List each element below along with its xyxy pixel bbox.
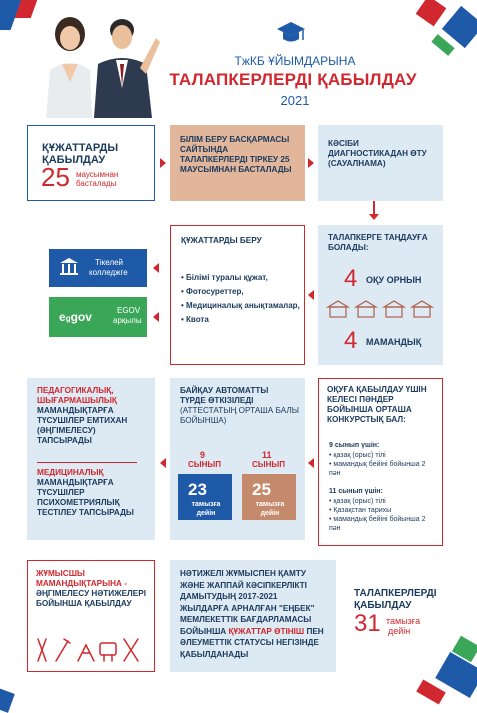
score-g11-head: 11 сынып үшін: — [329, 488, 383, 495]
score-g11-list — [329, 497, 437, 533]
egov-logo: eggov — [59, 310, 92, 324]
docs-accept-month-2: басталады — [76, 179, 117, 188]
med-text — [37, 468, 149, 518]
channel-egov — [49, 297, 147, 337]
people-illustration — [32, 8, 160, 118]
docs-accept-day: 25 — [41, 162, 70, 192]
decor-bottom-left — [0, 687, 15, 713]
submit-docs-item: • Фотосуреттер, — [181, 287, 244, 296]
grade9-until: тамызға дейін — [191, 501, 221, 517]
submit-docs-list — [181, 272, 301, 325]
decor-top-right — [416, 0, 447, 26]
final-line1: ТАЛАПКЕРЛЕРДІ — [354, 588, 437, 599]
final-line2: ҚАБЫЛДАУ — [354, 600, 412, 611]
enbek-text-blue: НӘТИЖЕЛІ ЖҰМЫСПЕН ҚАМТУ ЖӘНЕ ЖАППАЙ КӘСІПКЕРЛІКТІ ДАМЫТУДЫҢ 2017-2021 ЖЫЛДАРҒА АРНАЛҒАН "ЕҢБЕК" МЕМЛЕКЕТТІК БАҒДАРЛАМАСЫ БОЙЫНША — [180, 569, 315, 636]
choice-box — [318, 225, 443, 365]
registration-box — [170, 125, 305, 201]
score-item: • қазақ (орыс) тілі — [329, 452, 386, 459]
score-box — [318, 378, 443, 546]
exam-text-red: ПЕДАГОГИКАЛЫҚ, ШЫҒАРМАШЫЛЫҚ — [37, 386, 117, 405]
exam-box — [27, 378, 155, 540]
score-item: • Қазақстан тарихы — [329, 507, 392, 514]
grade11-num: 11 — [262, 450, 272, 460]
exam-text-rest: МАМАНДЫҚТАРҒА ТҮСУШІЛЕР ЕМТИХАН (ӘҢГІМЕЛЕСУ) ТАПСЫРАДЫ — [37, 406, 128, 445]
choice-spec-label: МАМАНДЫҚ — [366, 337, 422, 347]
graduation-cap-icon — [276, 20, 306, 46]
enbek-text — [180, 568, 328, 660]
score-item: • мамандық бейіні бойынша 2 пән — [329, 516, 426, 532]
submit-docs-item: • Квота — [181, 315, 209, 324]
choice-spec-num: 4 — [344, 327, 358, 354]
diagnostics-text: КӘСІБИ ДИАГНОСТИКАДАН ӨТУ (САУАЛНАМА) — [328, 139, 427, 168]
auto-box — [170, 378, 305, 540]
channel-direct-line1: Тікелей — [95, 258, 124, 267]
arrow-1 — [160, 158, 166, 168]
docs-accept-title-2: ҚАБЫЛДАУ — [42, 154, 106, 166]
arrow-4b — [153, 312, 159, 322]
submit-docs-item: • Медициналық анықтамалар, — [181, 301, 300, 310]
score-g9-list — [329, 451, 437, 478]
grade9-label: СЫНЫП — [188, 460, 221, 469]
submit-docs-title: ҚҰЖАТТАРДЫ БЕРУ — [181, 236, 262, 245]
college-icon — [59, 257, 79, 277]
auto-title: БАЙҚАУ АВТОМАТТЫ ТҮРДЕ ӨТКІЗІЛЕДІ — [180, 386, 269, 405]
arrow-3-line — [373, 201, 375, 215]
grade11-until: тамызға дейін — [255, 501, 285, 517]
final-month-2: дейін — [388, 626, 411, 636]
choice-places-num: 4 — [344, 265, 358, 292]
submit-docs-item: • Білімі туралы құжат, — [181, 273, 268, 282]
submit-docs-box — [170, 225, 305, 365]
score-item: • мамандық бейіні бойынша 2 пән — [329, 461, 426, 477]
channel-direct — [49, 249, 147, 287]
final-month-1: тамызға — [386, 616, 421, 626]
score-g9-head: 9 сынып үшін: — [329, 442, 380, 449]
enbek-text-red: ҚҰЖАТТАР ӨТІНІШ — [228, 626, 305, 636]
choice-title: ТАЛАПКЕРГЕ ТАҢДАУҒА БОЛАДЫ: — [328, 233, 428, 252]
channel-egov-line2: арқылы — [113, 316, 142, 325]
workers-text-rest: ӘҢГІМЕЛЕСУ НӘТИЖЕЛЕРІ БОЙЫНША ҚАБЫЛДАУ — [36, 589, 146, 608]
channel-egov-line1: EGOV — [117, 306, 141, 315]
decor-bottom-right-red — [416, 679, 446, 704]
docs-accept-box — [27, 125, 155, 201]
auto-subtitle: (АТТЕСТАТЫҢ ОРТАША БАЛЫ БОЙЫНША) — [180, 406, 299, 425]
diagnostics-box — [318, 125, 443, 201]
grade9-day: 23 — [188, 480, 207, 499]
arrow-2 — [308, 158, 314, 168]
arrow-3 — [369, 214, 379, 220]
score-item: • қазақ (орыс) тілі — [329, 498, 386, 505]
final-box — [350, 588, 450, 658]
tools-icons — [34, 635, 150, 665]
enbek-text-end: ПЕН ӘЛЕУМЕТТІК СТАТУСЫ НЕГІЗІНДЕ ҚАБЫЛДАНАДЫ — [180, 626, 324, 659]
workers-text-red: ЖҰМЫСШЫ МАМАНДЫҚТАРЫНА - — [36, 569, 127, 588]
arrow-4a — [153, 263, 159, 273]
docs-accept-month-1: маусымнан — [76, 170, 119, 179]
med-text-rest: МАМАНДЫҚТАРҒА ТҮСУШІЛЕР ПСИХОМЕТРИЯЛЫҚ ТЕСТІЛЕУ ТАПСЫРАДЫ — [37, 478, 134, 517]
score-title: ОҚУҒА ҚАБЫЛДАУ ҮШІН КЕЛЕСІ ПӘНДЕР БОЙЫНША ОРТАША КОНКУРСТЫҚ БАЛ: — [327, 385, 427, 424]
grade9-date — [178, 474, 232, 520]
arrow-5 — [308, 290, 314, 300]
arrow-7 — [308, 458, 314, 468]
building-icons — [326, 299, 438, 319]
arrow-6 — [160, 458, 166, 468]
enbek-box — [170, 560, 336, 672]
page-title: ТАЛАПКЕРЛЕРДІ ҚАБЫЛДАУ — [169, 70, 417, 89]
workers-text — [36, 569, 151, 609]
channel-direct-line2: колледжге — [89, 268, 128, 277]
grade11-label: СЫНЫП — [252, 460, 285, 469]
header-subtitle: ТжКБ ҰЙЫМДАРЫНА — [234, 54, 356, 68]
choice-places-label: ОҚУ ОРНЫН — [366, 275, 422, 285]
exam-divider — [37, 462, 137, 463]
workers-box — [27, 560, 155, 672]
med-text-red: МЕДИЦИНАЛЫҚ — [37, 468, 104, 477]
grade11-day: 25 — [252, 480, 271, 499]
grade11-date — [242, 474, 296, 520]
grade9-num: 9 — [200, 450, 206, 460]
exam-text — [37, 386, 149, 446]
header-year: 2021 — [280, 93, 310, 108]
registration-text: БІЛІМ БЕРУ БАСҚАРМАСЫ САЙТЫНДА ТАЛАПКЕРЛЕРДІ ТІРКЕУ 25 МАУСЫМНАН БАСТАЛАДЫ — [180, 135, 292, 174]
docs-accept-title-1: ҚҰЖАТТАРДЫ — [42, 142, 119, 154]
final-day: 31 — [354, 610, 381, 637]
